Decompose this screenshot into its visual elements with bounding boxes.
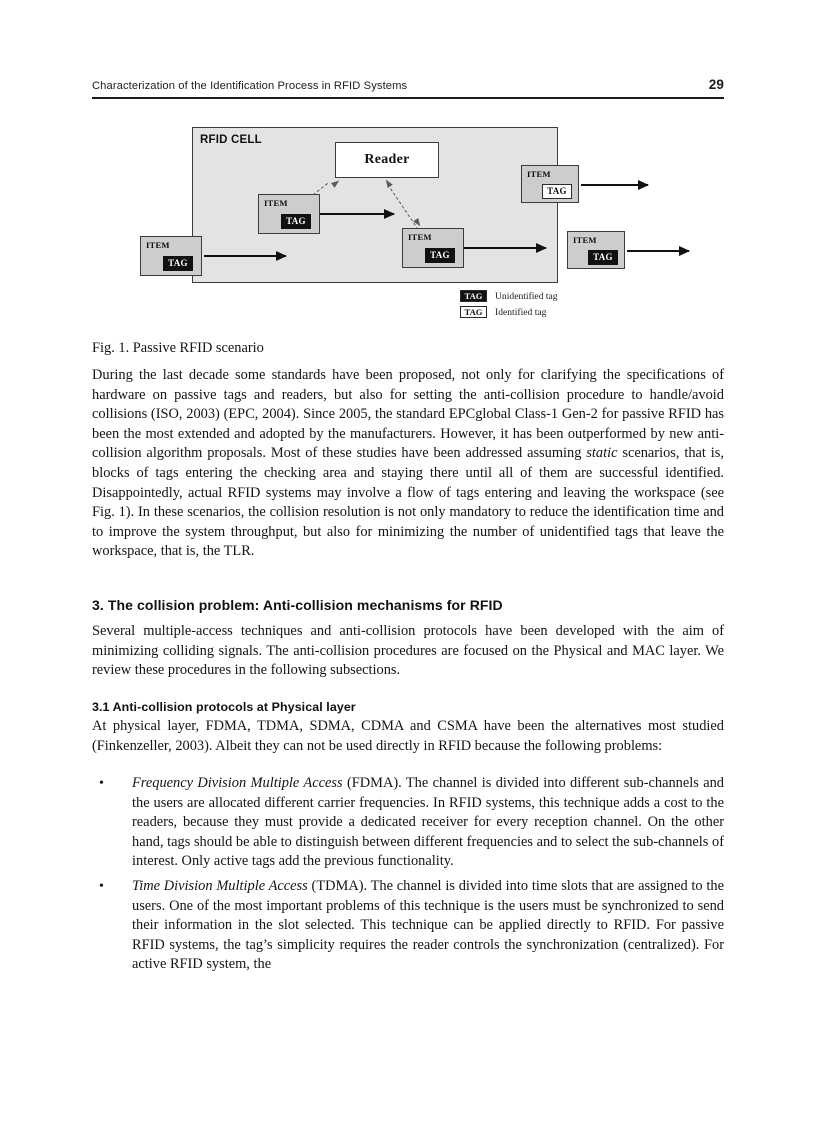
legend-label-unidentified: Unidentified tag [495, 290, 558, 302]
rfid-cell-label: RFID CELL [200, 134, 262, 146]
tag-chip-unidentified: TAG [588, 250, 618, 265]
list-item [92, 774, 724, 872]
legend-label-identified: Identified tag [495, 306, 547, 318]
bullet-marker-icon: • [99, 776, 104, 791]
list-item-text: (FDMA). The channel is divided into different sub-channels and the users are allocated different carrier frequencies. In RFID systems, this technique adds a cost to the readers, because they must provide a dedicated receiver for every reception channel. On the other hand, tags should be able to distinguish between different frequencies and to select the sub-channels of interest. Only active tags add the previous functionality. [132, 775, 725, 870]
page-header [92, 78, 724, 92]
running-title: Characterization of the Identification Process in RFID Systems [92, 79, 408, 92]
list-item-emphasis: Time Division Multiple Access [132, 877, 308, 894]
paragraph-intro-part-a: During the last decade some standards have been proposed, not only for clarifying the specifications of hardware on passive tags and readers, but also for setting the anti-collision procedure to handle/avoid collisions (ISO, 2003) (EPC, 2004). Since 2005, the standard EPCglobal Class-1 Gen-2 for passive RFID has been the most extended and adopted by the manufacturers. However, it has been outperformed by new anti-collision algorithm proposals. Most of these studies have been addressed assuming [92, 367, 724, 462]
legend-row-unidentified [460, 289, 630, 303]
figure-caption: Fig. 1. Passive RFID scenario [92, 340, 264, 356]
emphasis-static: static [586, 445, 618, 462]
motion-arrow-entering-left [204, 255, 286, 257]
section-heading-3: 3. The collision problem: Anti-collision mechanisms for RFID [92, 597, 503, 613]
paragraph-subsection-3-1: At physical layer, FDMA, TDMA, SDMA, CDMA and CSMA have been the alternatives most studied (Finkenzeller, 2003). Albeit they can not be used directly in RFID because the following problems: [92, 718, 724, 754]
paragraph-intro-part-b: scenarios, that is, blocks of tags entering the checking area and staying there until all of them are successful identified. Disappointedly, actual RFID systems may involve a flow of tags entering and leaving the workspace (see Fig. 1). In these scenarios, the collision resolution is not only mandatory to reduce the identification time and to improve the system throughput, but also for minimizing the number of unidentified tags that leave the workspace, that is, the TLR. [92, 445, 724, 560]
item-box-entering-left [140, 236, 202, 276]
item-label: ITEM [527, 169, 551, 179]
tag-chip-identified: TAG [542, 184, 572, 199]
page-number: 29 [708, 77, 724, 92]
motion-arrow-inside-left [320, 213, 394, 215]
motion-arrow-leaving-top [581, 184, 648, 186]
header-rule [92, 97, 724, 99]
item-box-inside-right [402, 228, 464, 268]
figure-passive-rfid-scenario [92, 110, 724, 325]
item-label: ITEM [573, 235, 597, 245]
figure-legend [460, 289, 630, 321]
list-item-text: (TDMA). The channel is divided into time slots that are assigned to the users. One of the most important problems of this technique is the users must be synchronized to send their information in the slot selected. This technique can be applied directly to RFID. For passive RFID systems, the tag’s simplicity requires the reader controls the synchronization (centralized). For active RFID system, the [132, 877, 724, 973]
item-label: ITEM [146, 240, 170, 250]
list-item [92, 877, 724, 975]
list-item-emphasis: Frequency Division Multiple Access [132, 775, 343, 791]
subsection-heading-3-1: 3.1 Anti-collision protocols at Physical layer [92, 700, 356, 714]
paragraph-section-3: Several multiple-access techniques and anti-collision protocols have been developed with the aim of minimizing colliding signals. The anti-collision procedures are focused on the Physical and MAC layer. We review these procedures in the following subsections. [92, 623, 724, 679]
tag-chip-unidentified: TAG [281, 214, 311, 229]
legend-chip-identified: TAG [460, 306, 487, 318]
legend-chip-unidentified: TAG [460, 290, 487, 302]
tag-chip-unidentified: TAG [163, 256, 193, 271]
item-label: ITEM [408, 232, 432, 242]
item-box-inside-left [258, 194, 320, 234]
item-box-leaving-bottom [567, 231, 625, 269]
item-label: ITEM [264, 198, 288, 208]
paragraph-intro [92, 366, 724, 562]
motion-arrow-leaving-bottom [627, 250, 689, 252]
legend-row-identified [460, 305, 630, 319]
item-box-leaving-top [521, 165, 579, 203]
tag-chip-unidentified: TAG [425, 248, 455, 263]
motion-arrow-inside-right [464, 247, 546, 249]
reader-box: Reader [335, 142, 439, 178]
bullet-marker-icon: • [99, 878, 104, 894]
bullet-list-physical-layer [92, 774, 724, 980]
